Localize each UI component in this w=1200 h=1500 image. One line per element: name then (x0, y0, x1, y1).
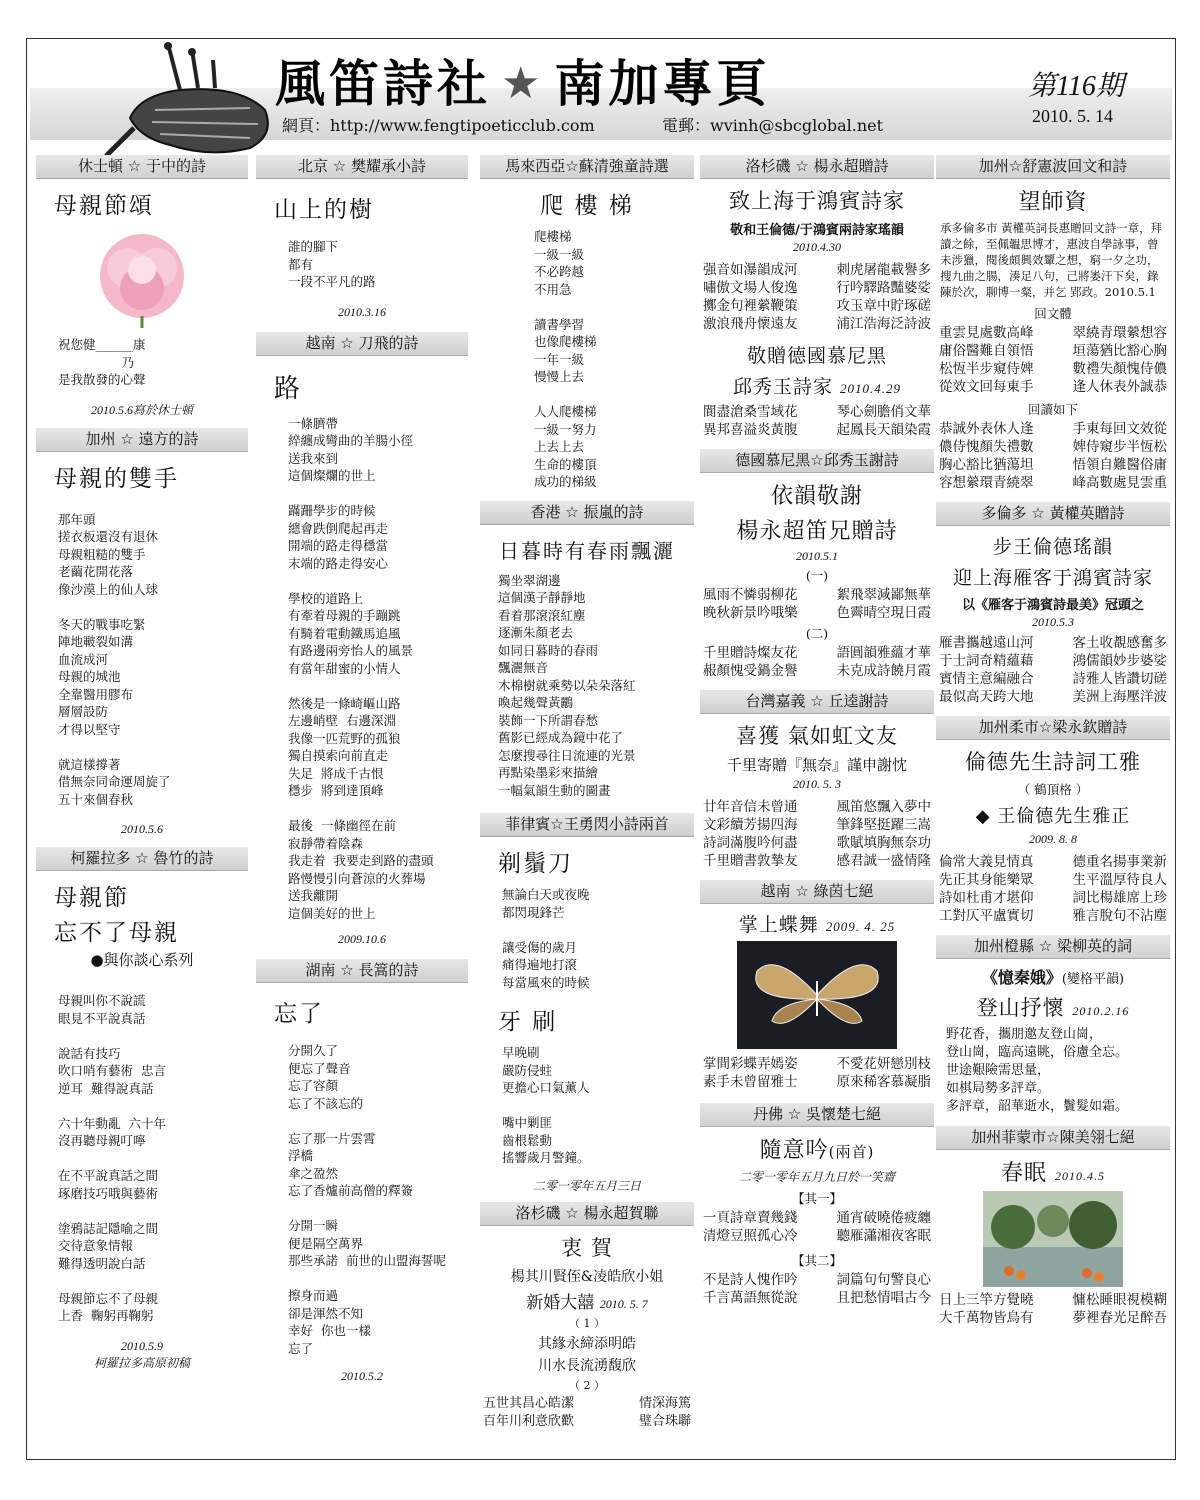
section-band: 德國慕尼黑☆邱秀玉謝詩 (700, 449, 934, 473)
verse-line: 工對仄平盧實切 (939, 908, 1034, 924)
poem-subtitle: 忘不了母親 (54, 920, 179, 946)
section-band: 菲律賓☆王勇閃小詩兩首 (480, 813, 694, 837)
poem-body: 祝您健______康 乃 是我散發的心聲 (58, 337, 146, 387)
verse-row (700, 1289, 934, 1307)
verse-row (700, 403, 934, 421)
verse-line: 感君誠一盛情隆 (836, 853, 931, 869)
poem-date: 2010.5.6 (121, 822, 163, 836)
section-band: 加州 ☆ 遠方的詩 (36, 428, 248, 452)
verse-line: 激浪飛舟懷遠友 (703, 316, 798, 332)
couplet-number: （ 2 ） (569, 1378, 605, 1392)
verse-row (700, 816, 934, 834)
poem-body: 無論白天或夜晚 都閃現鋒芒 讓受傷的歲月 痛得遍地打滾 每當風來的時候 (502, 887, 590, 990)
verse-line: 倫常大義見情真 (939, 854, 1034, 870)
verse-line: 恭誠外表休人逢 (939, 421, 1034, 437)
verse-line: 雁書攜越遠山河 (939, 635, 1034, 651)
verse-line: 逢人休表外誠恭 (1072, 379, 1167, 395)
verse-rows (700, 1055, 934, 1091)
verse-line: 風笛悠飄入夢中 (836, 799, 931, 815)
section-band: 加州菲蒙市☆陳美翎七絕 (936, 1126, 1170, 1150)
verse-rows (936, 853, 1170, 925)
poem-date: 2009. 4. 25 (825, 919, 896, 934)
verse-row (936, 670, 1170, 688)
verse-row (700, 644, 934, 662)
verse-line: 賓情主意編融合 (939, 671, 1034, 687)
verse-row (700, 586, 934, 604)
garden-landscape-icon (983, 1191, 1123, 1287)
poem-date: 2010.3.16 (338, 304, 386, 319)
poem-title: 牙 刷 (498, 1009, 558, 1035)
poem-body: 獨坐翠湖邊 這個漢子靜靜地 看着那滾滾紅塵 逐漸朱顏老去 如同日暮時的春雨 飄灑無音 木棉樹就乘勢以朵朵落紅 喚起幾聲黃鸝 裝飾一下所謂春愁 舊影已經成為鏡中花了 怎麼搜尋往日流連的光景 再點染墨彩來描繪 一幅氣韻生動的圖畫 (498, 572, 636, 798)
verse-row (700, 279, 934, 297)
verse-row (700, 662, 934, 680)
verse-row (936, 360, 1170, 378)
verse-row (936, 378, 1170, 396)
verse-line: 强音如瀑韻成河 (703, 262, 798, 278)
verse-line: 絮飛翠減鄙無華 (836, 587, 931, 603)
verse-row (700, 421, 934, 439)
verse-row (936, 907, 1170, 925)
verse-line: 起鳳長天韻染霞 (836, 422, 931, 438)
couplet-occasion: 新婚大囍 (526, 1292, 595, 1313)
poem-subtitle: 千里寄贈『無奈』謹申謝忱 (726, 756, 907, 774)
verse-line: 語圓韻雅蘊才華 (836, 645, 931, 661)
star-icon: ★ (501, 58, 545, 109)
verse-line: 筆鋒堅挺躍三嵩 (836, 817, 931, 833)
section-band: 加州☆舒憲波回文和詩 (936, 155, 1170, 179)
verse-rows (936, 420, 1170, 492)
verse-row (936, 1291, 1170, 1309)
verse-line: 浦江浩海泛詩波 (836, 316, 931, 332)
poem-date: 2010.5.6寫於休士頓 (90, 402, 193, 417)
verse-row (700, 315, 934, 333)
verse-row (700, 1271, 934, 1289)
poem-title: 爬 樓 梯 (540, 193, 634, 219)
poem-date: 2010.2.16 (1072, 1004, 1130, 1018)
verse-line: 原來稀客慕凝脂 (836, 1074, 931, 1090)
poem-title: 楊永超笛兄贈詩 (736, 519, 898, 544)
verse-line: 攻玉章中貯琢磋 (836, 298, 931, 314)
section-band: 越南 ☆ 綠茵七絕 (700, 880, 934, 904)
verse-line: 夢裡春光足醉吾 (1072, 1310, 1167, 1326)
verse-row (936, 652, 1170, 670)
poem-date: 2010. 5. 3 (793, 777, 841, 791)
verse-line: 胸心豁比猶蕩坦 (939, 457, 1034, 473)
preface-text: 承多倫多市 黃權英詞長惠贈回文詩一章，拜讀之餘，至佩韞思博才，惠波自學詠事，曾未涉獵，閱後頗興效顰之想，窮一夕之功，搜九曲之腸，湊足八句，己將崣汗下矣，錄陳於次，聊博一粲，并乞 郢政。2010.5.1 (940, 221, 1163, 299)
series-label: ●與你談心系列 (90, 951, 194, 969)
section-band: 洛杉磯 ☆ 楊永超贈詩 (700, 155, 934, 179)
poem-title: 喜獲 氣如虹文友 (736, 724, 898, 748)
verse-row (700, 297, 934, 315)
column-5 (936, 155, 1170, 1327)
section-band: 台灣嘉義 ☆ 丘逵謝詩 (700, 690, 934, 714)
poem-title: 母親節 (54, 885, 129, 911)
poem-body: 那年頭 搓衣板還沒有退休 母親粗糙的雙手 老繭花開花落 像沙漠上的仙人球 冬天的戰事吃緊 陣地皸裂如溝 血流成河 母親的城池 全靠醫用膠布 層層設防 才得以堅守 就這樣撐著 借無奈同命運周旋了 五十來個春秋 (58, 511, 171, 807)
verse-line: 從效文回每東手 (939, 379, 1034, 395)
poem-title: 掌上蝶舞 (738, 914, 819, 936)
verse-row (700, 1227, 934, 1245)
poem-subtitle: （ 鶴頂格 ） (1017, 782, 1089, 797)
poem-title: 望師資 (1018, 190, 1088, 215)
section-band: 香港 ☆ 振嵐的詩 (480, 501, 694, 525)
verse-line: 婢侍窺步半恆松 (1072, 439, 1167, 455)
poem-title: 山上的樹 (274, 197, 374, 223)
poem-body: 野花香，攜朋邀友登山崗， 登山崗，臨高遠眺，俗慮全忘。 世途艱險需思量， 如棋局勢多評章。 多評章，韶華逝水，鬢髮如霜。 (946, 1027, 1129, 1114)
verse-line: 松恆半步窺侍婢 (939, 361, 1034, 377)
poem-title: 致上海于鴻賓詩家 (729, 189, 905, 213)
verse-line: 詞篇句句警良心 (836, 1272, 931, 1288)
verse-line: 未克成詩饒月霞 (836, 663, 931, 679)
poem-title: 依韻敬謝 (770, 484, 863, 509)
poem-date: 2010.5.9 (121, 1338, 163, 1353)
verse-line: 一頁詩章賣幾錢 (703, 1210, 798, 1226)
verse-line: 詞比楊雄席上珍 (1072, 890, 1167, 906)
header-title: 風笛詩社 ★ 南加專頁 (275, 55, 771, 113)
poem-date: 二零一零年五月九日於一笑齋 (738, 1170, 895, 1184)
verse-row (700, 1209, 934, 1227)
verse-rows (700, 1209, 934, 1245)
poem-subtitle: 以《雁客于鴻賓詩最美》冠頭之 (961, 598, 1144, 613)
section-band: 加州柔市☆梁永欽贈詩 (936, 716, 1170, 740)
verse-line: 千言萬語無從說 (703, 1290, 798, 1306)
verse-row (700, 261, 934, 279)
verse-line: 千里贈詩燦友花 (703, 645, 798, 661)
verse-line: 數禮失顏愧侍儂 (1072, 361, 1167, 377)
verse-rows (700, 586, 934, 622)
verse-line: 歌賦填胸無奈功 (836, 835, 931, 851)
verse-row (936, 871, 1170, 889)
verse-line: 聽雁瀟湘夜客眠 (836, 1228, 931, 1244)
poem-body: 爬樓梯 一級一級 不必跨越 不用急 讀書學習 也像爬樓梯 一年一級 慢慢上去 人人爬樓梯 一級一努力 上去上去 生命的樓頂 成功的梯級 (534, 229, 597, 489)
verse-row (700, 852, 934, 870)
bagpipe-icon (100, 40, 280, 160)
peony-flower-icon (82, 228, 202, 328)
poem-title: 登山抒懷 (976, 996, 1065, 1020)
verse-row (936, 420, 1170, 438)
verse-line: 赧顏愧受鍋金譽 (703, 663, 798, 679)
verse-rows (700, 403, 934, 439)
poem-body: 誰的腳下 都有 一段不平凡的路 (288, 239, 376, 289)
verse-line: 詩雅人皆讚切磋 (1072, 671, 1167, 687)
verse-rows (700, 261, 934, 333)
poem-title: 日暮時有春雨飄灑 (499, 538, 675, 563)
verse-line: 客土收覩感奮多 (1072, 635, 1167, 651)
poem-date: 2010.4.30 (793, 240, 841, 254)
section-band: 北京 ☆ 樊耀承小詩 (256, 155, 468, 179)
verse-rows (700, 1271, 934, 1307)
verse-rows (700, 798, 934, 870)
poem-date: 2009.10.6 (338, 932, 386, 946)
verse-row (936, 474, 1170, 492)
section-band: 馬來西亞☆蘇清強童詩選 (480, 155, 694, 179)
verse-line: 擲金句裡縈鞭策 (703, 298, 798, 314)
issue-number: 第116期 (1028, 71, 1124, 102)
poem-body: 分開久了 便忘了聲音 忘了容顏 忘了不該忘的 忘了那一片雲霄 浮橋 傘之盈然 忘了香爐前高僧的釋簽 分開一瞬 便是隔空萬界 那些承諾 前世的山盟海誓呢 擦身而過 卻是渾然不知 幸好 你也一樣 忘了 (288, 1043, 446, 1356)
couplet-line: 百年川利意欣歡 (483, 1413, 575, 1429)
poem-body: 母親叫你不說謊 眼見不平說真話 說話有技巧 吹口哨有藝術 忠言 逆耳 難得說真話 六十年動亂 六十年 沒再聽母親叮嚀 在不平說真話之間 琢磨技巧哦與藝術 塗鴉誌記隱喻之間 交待意象情報 難得透明說白話 母親節忘不了母親 上香 鞠躬再鞠躬 (58, 993, 166, 1323)
verse-line: 清燈豆照孤心冷 (703, 1228, 798, 1244)
poem-body: 早晚刷 嚴防侵蛀 更擔心口氣薰人 嘴中剿匪 齒根鬆動 搖響歲月警鐘。 (502, 1045, 590, 1165)
couplet-line: 璧合珠聯 (638, 1413, 691, 1429)
verse-line: 最似高天跨大地 (939, 689, 1034, 705)
poem-title: 忘了 (274, 1001, 324, 1027)
verse-row (936, 324, 1170, 342)
poem-title: 隨意吟 (759, 1138, 829, 1163)
verse-line: 儂侍愧顏失禮數 (939, 439, 1034, 455)
poem-date: 2010.5.2 (341, 1369, 383, 1383)
verse-line: 庸俗醫難自領悟 (939, 343, 1034, 359)
verse-line: 手東每回文效從 (1072, 421, 1167, 437)
section-band: 多倫多 ☆ 黃權英贈詩 (936, 502, 1170, 526)
verse-rows (936, 324, 1170, 396)
poem-date: 2010.5.1 (796, 549, 838, 563)
poem-title: 步王倫德瑤韻 (992, 536, 1113, 558)
poem-title: 路 (274, 373, 303, 404)
verse-line: 琴心劍膽俏文華 (836, 404, 931, 420)
verse-line: 于士詞奇精蘊藉 (939, 653, 1034, 669)
verse-line: 德重名揚事業新 (1072, 854, 1167, 870)
verse-line: 嘯傲文場人俊逸 (703, 280, 798, 296)
verse-line: 悟領自難醫俗庸 (1072, 457, 1167, 473)
poem-title: 倫德先生詩詞工雅 (965, 750, 1141, 774)
section-band: 休士頓 ☆ 于中的詩 (36, 155, 248, 179)
verse-line: 色霽晴空現日霞 (836, 605, 931, 621)
couplet-date: 2010. 5. 7 (599, 1296, 648, 1311)
column-3 (480, 155, 694, 1431)
verse-row (700, 1073, 934, 1091)
poem-dedication: 王倫德先生雅正 (997, 806, 1131, 827)
verse-line: 風雨不憐弱柳花 (703, 587, 798, 603)
poem-title: 敬贈德國慕尼黑 (746, 345, 887, 367)
issue-date: 2010. 5. 14 (1032, 106, 1113, 126)
poem-date: 二零一零年五月三日 (532, 1178, 641, 1193)
verse-row (700, 604, 934, 622)
form-label: 回讀如下 (1027, 402, 1078, 417)
verse-line: 先正其身能樂眾 (939, 872, 1034, 888)
section-band: 柯羅拉多 ☆ 魯竹的詩 (36, 847, 248, 871)
verse-number: 【其一】 (791, 1191, 842, 1206)
verse-line: 不是詩人愧作吟 (703, 1272, 798, 1288)
poem-date: 2010.4.5 (1055, 1169, 1105, 1183)
section-band: 加州橙縣 ☆ 梁柳英的詞 (936, 935, 1170, 959)
couplet-title: 衷 賀 (561, 1235, 613, 1260)
verse-line: 生平溫厚待良人 (1072, 872, 1167, 888)
verse-line: 峰高數處見雲重 (1072, 475, 1167, 491)
verse-line: 文彩續芳揚四海 (703, 817, 798, 833)
section-band: 洛杉磯 ☆ 楊永超賀聯 (480, 1202, 694, 1226)
verse-line: 詩如杜甫才堪仰 (939, 890, 1034, 906)
poem-title: 邱秀玉詩家 (732, 376, 833, 398)
verse-line: 美洲上海壓洋波 (1072, 689, 1167, 705)
verse-line: 掌間彩蝶弄嫣姿 (703, 1056, 798, 1072)
section-band: 越南 ☆ 刀飛的詩 (256, 332, 468, 356)
column-4 (700, 155, 934, 1307)
verse-row (700, 1055, 934, 1073)
verse-line: 慵松睡眼視模糊 (1072, 1292, 1167, 1308)
poem-title: 迎上海雁客于鴻賓詩家 (952, 567, 1153, 589)
couplet-line: 其緣永締添明皓 (538, 1335, 636, 1352)
verse-line: 閬盡滄桑雪域花 (703, 404, 798, 420)
verse-number: (一) (805, 568, 829, 583)
poem-title: 剃鬚刀 (498, 851, 573, 877)
poem-place: 柯羅拉多高原初稿 (93, 1355, 190, 1370)
verse-line: 行吟驛路豔婆娑 (836, 280, 931, 296)
couplet-line: 川水長流湧馥欣 (538, 1357, 636, 1374)
column-2 (256, 155, 468, 1388)
verse-line: 不愛花妍戀別枝 (836, 1056, 931, 1072)
verse-row (936, 889, 1170, 907)
verse-rows (700, 644, 934, 680)
verse-line: 日上三竿方覺曉 (939, 1292, 1034, 1308)
verse-row (700, 834, 934, 852)
section-band: 丹佛 ☆ 吳懷楚七絕 (700, 1103, 934, 1127)
verse-row (936, 853, 1170, 871)
verse-line: 容想縈環青繞翠 (939, 475, 1034, 491)
poem-title: 母親的雙手 (54, 465, 179, 492)
verse-row (936, 438, 1170, 456)
verse-line: 通宵破曉倦疲纏 (836, 1210, 931, 1226)
poem-title-note: (兩首) (828, 1143, 875, 1161)
verse-line: 大千萬物皆烏有 (939, 1310, 1034, 1326)
verse-rows (936, 1291, 1170, 1327)
poem-date: 2009. 8. 8 (1029, 832, 1077, 846)
poem-body: 一條臍帶 綷纏成彎曲的羊腸小徑 送我來到 這個燦爛的世上 蹣跚學步的時候 總會跌倒爬起再走 開端的路走得穩當 末端的路走得安心 學校的道路上 有牽着母親的手蹦跳 有騎着電動鐵馬追風 有路邊兩旁怡人的風景 有當年甜蜜的小情人 然後是一條崎嶇山路 左邊峭壁 右邊深淵 我像一匹荒野的孤狼 獨自摸索向前直走 失足 將成千古恨 穩步 將到達頂峰 最後 一條幽徑在前 寂靜帶着陰森 我走着 我要走到路的盡頭 路慢慢引向蒼涼的火葬場 送我離開 這個美好的世上 (288, 415, 434, 921)
verse-number: (二) (805, 626, 829, 641)
verse-line: 詩詞滿腹吟何盡 (703, 835, 798, 851)
cipai-note: (變格平韻) (1061, 972, 1125, 987)
couplet-line: 五世其昌心皓潔 (483, 1395, 575, 1411)
verse-line: 垣蕩猶比豁心胸 (1072, 343, 1167, 359)
website-link[interactable]: 網頁：http://www.fengtipoeticclub.com (282, 116, 595, 135)
verse-line: 素手未曾留雅士 (703, 1074, 798, 1090)
email-link[interactable]: 電郵：wvinh@sbcglobal.net (662, 116, 884, 135)
diamond-icon: ◆ (975, 806, 998, 827)
verse-row (936, 456, 1170, 474)
poem-title: 母親節頌 (54, 193, 154, 219)
verse-line: 且把愁情唱古今 (836, 1290, 931, 1306)
verse-rows (936, 634, 1170, 706)
verse-number: 【其二】 (791, 1253, 842, 1268)
butterfly-icon (737, 941, 897, 1049)
verse-line: 千里贈書敦摯友 (703, 853, 798, 869)
poem-title: 春眠 (1000, 1161, 1047, 1186)
verse-row (700, 798, 934, 816)
poem-subtitle: 敬和王倫德/于鴻賓兩詩家瑤韻 (730, 223, 904, 238)
section-band: 湖南 ☆ 長篙的詩 (256, 959, 468, 983)
verse-line: 刺虎屠龍載譽多 (836, 262, 931, 278)
verse-line: 異邦喜溢炎黃腹 (703, 422, 798, 438)
poem-date: 2010.4.29 (840, 381, 902, 396)
verse-row (936, 634, 1170, 652)
form-label: 回文體 (1034, 306, 1072, 321)
verse-line: 重雲見處數高峰 (939, 325, 1034, 341)
verse-row (936, 688, 1170, 706)
verse-line: 晚秋新景吟哦樂 (703, 605, 798, 621)
poem-date: 2010.5.3 (1032, 615, 1074, 629)
verse-line: 翠繞青環縈想容 (1072, 325, 1167, 341)
couplet-subtitle: 楊其川賢侄&凌皓欣小姐 (510, 1268, 664, 1285)
column-1 (36, 155, 248, 1375)
verse-line: 廿年音信未曾通 (703, 799, 798, 815)
couplet-line: 情深海篤 (638, 1395, 691, 1411)
verse-row (936, 342, 1170, 360)
verse-row (936, 1309, 1170, 1327)
verse-line: 雅言脫句不沾塵 (1072, 908, 1167, 924)
couplet-number: （ 1 ） (569, 1316, 605, 1330)
cipai-name: 《憶秦娥》 (981, 968, 1062, 987)
verse-line: 鴻儒韻妙步婆娑 (1072, 653, 1167, 669)
